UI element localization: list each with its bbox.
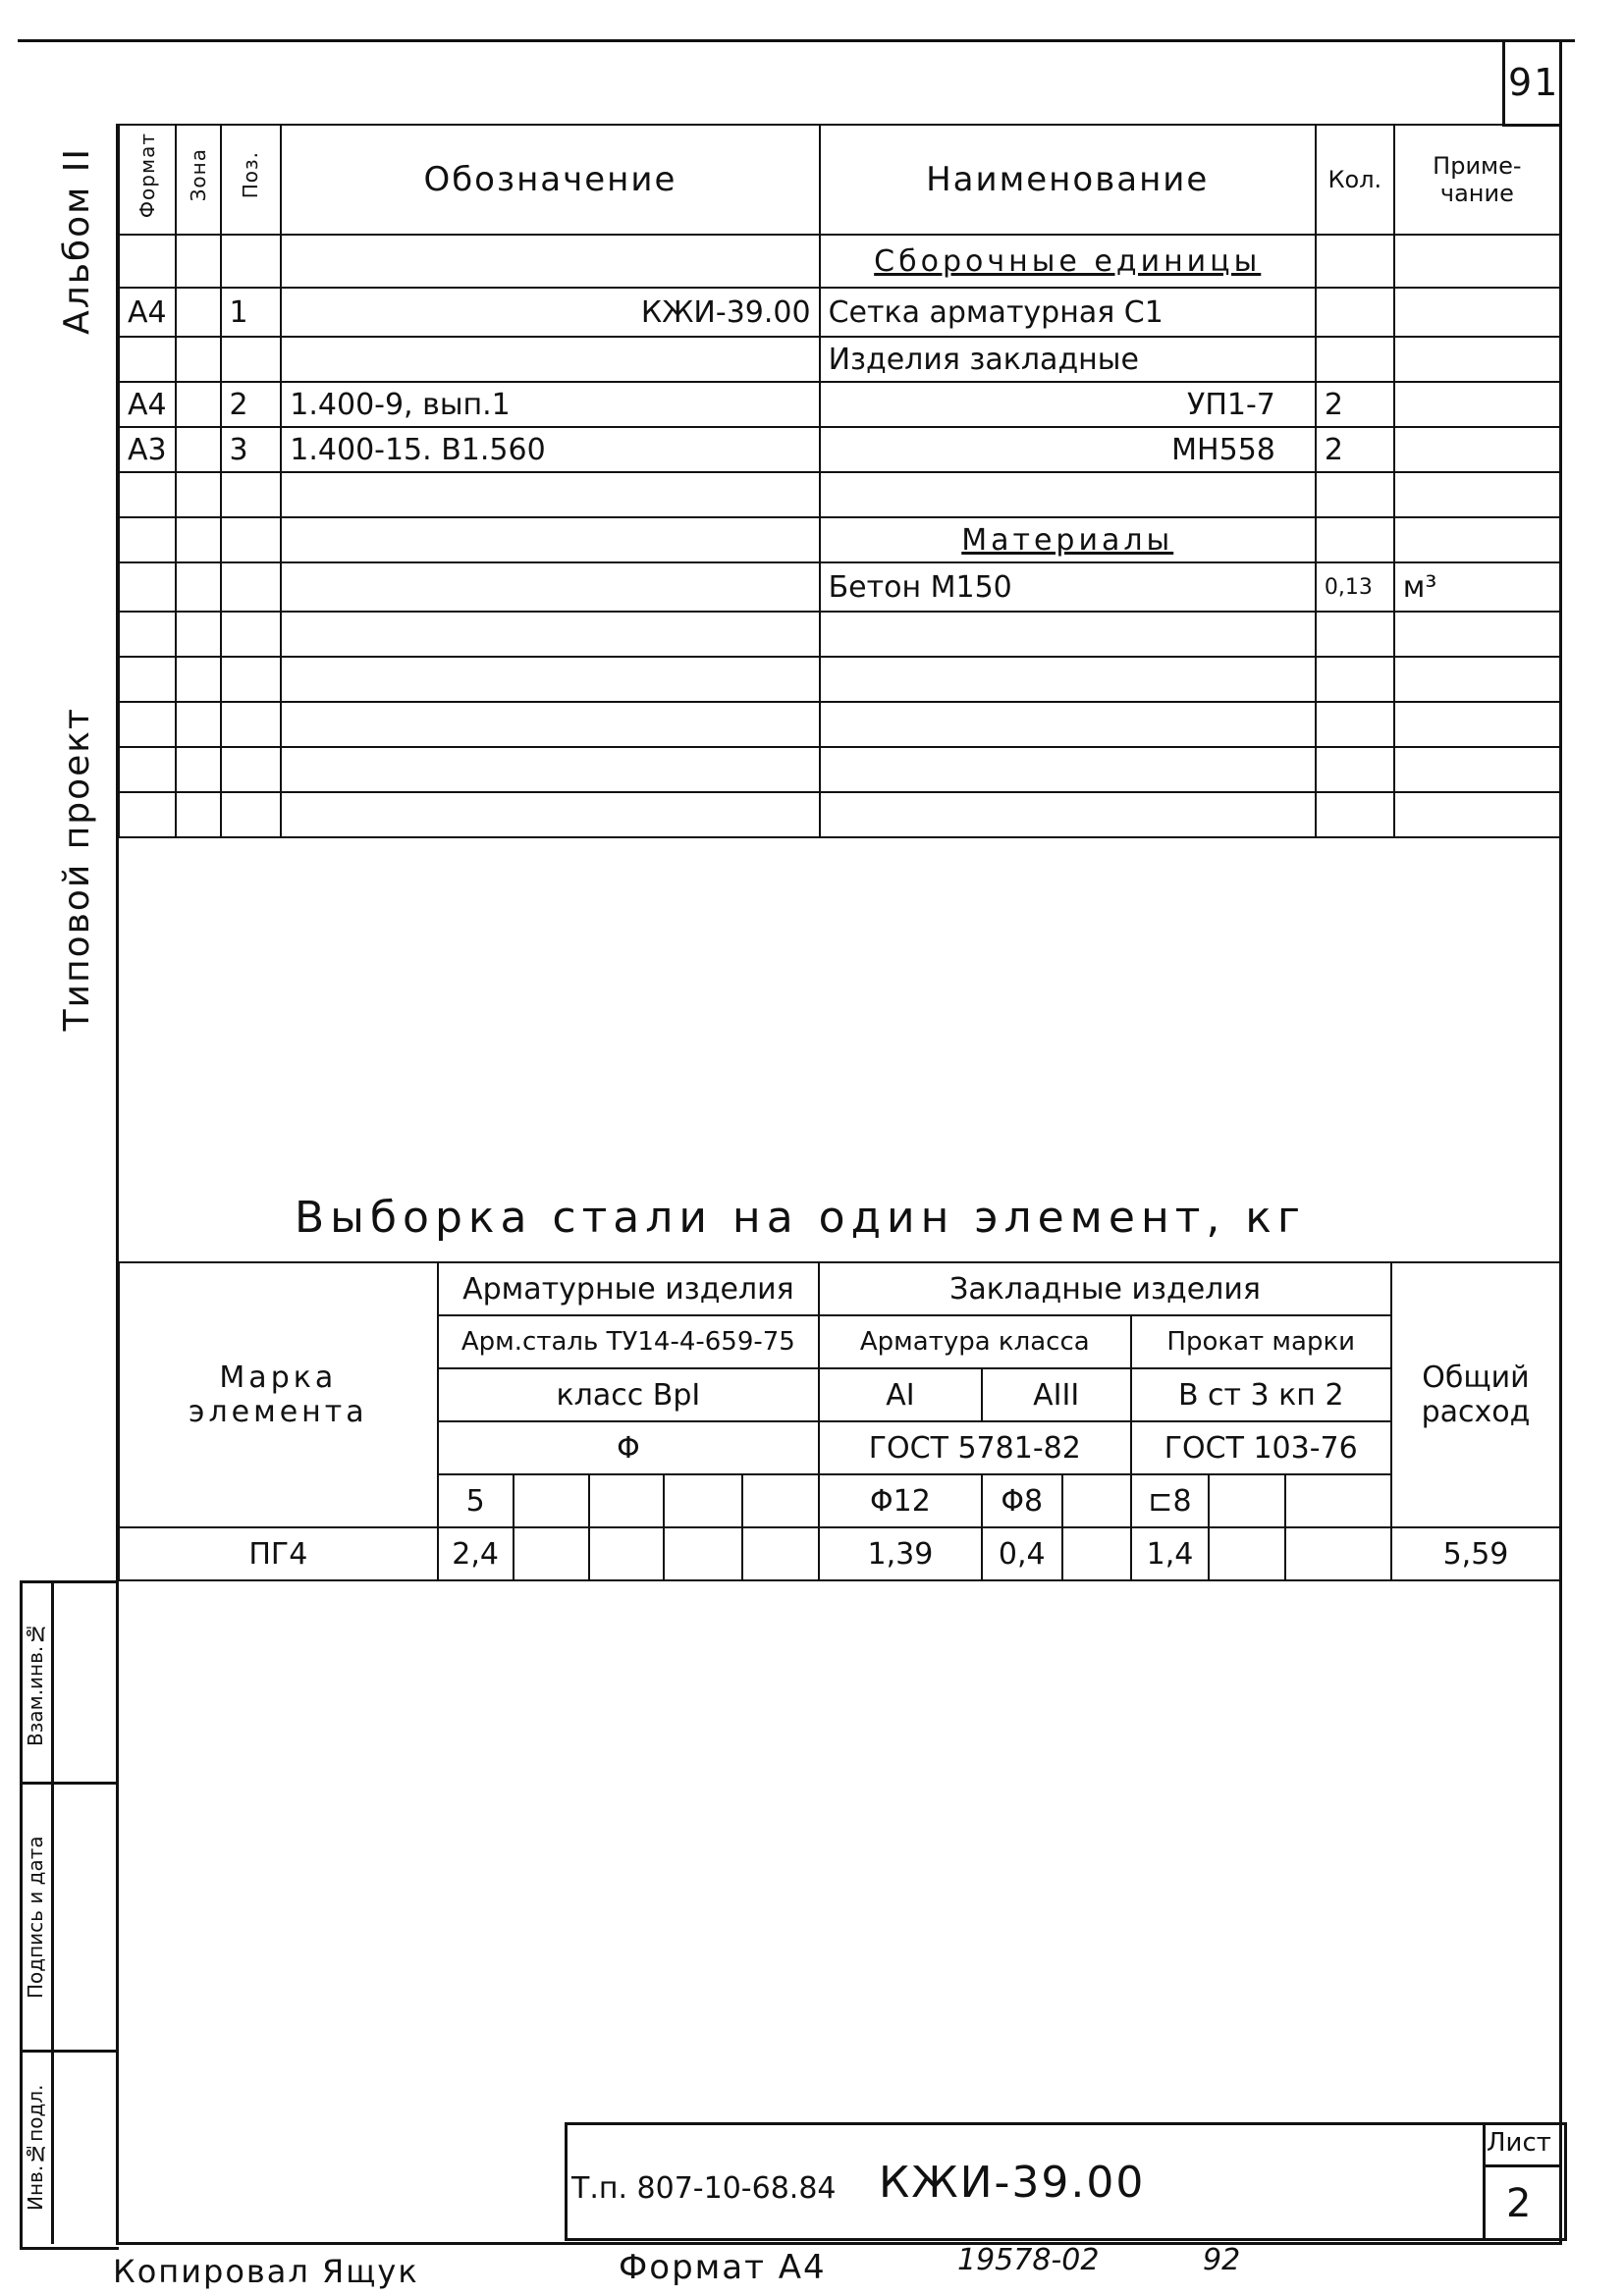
spec-cell-format <box>119 657 176 702</box>
title-block-divider <box>1483 2122 1486 2238</box>
rolled-grade-header: Прокат марки <box>1131 1315 1391 1368</box>
spec-cell-format <box>119 337 176 382</box>
spec-cell-qty <box>1316 517 1394 562</box>
spec-cell-format: А4 <box>119 288 176 337</box>
spec-cell-qty <box>1316 337 1394 382</box>
spec-cell-name: МН558 <box>820 427 1316 472</box>
spec-row <box>119 747 1560 792</box>
stamp-vzam: Взам.инв.№ <box>24 1622 47 1746</box>
spec-cell-zone <box>176 382 221 427</box>
spec-cell-note <box>1394 337 1560 382</box>
stamp-sep-1 <box>20 1782 116 1785</box>
title-code: КЖИ-39.00 <box>879 2158 1146 2208</box>
row-v4: 1,4 <box>1131 1527 1210 1580</box>
spec-cell-zone <box>176 747 221 792</box>
spec-row <box>119 792 1560 837</box>
spec-cell-zone <box>176 235 221 288</box>
sheet-number: 2 <box>1506 2181 1532 2226</box>
diam-8: Φ8 <box>982 1474 1062 1527</box>
spec-cell-designation <box>281 702 819 747</box>
spec-cell-name: Сетка арматурная С1 <box>820 288 1316 337</box>
spec-cell-designation <box>281 562 819 612</box>
spec-cell-note <box>1394 517 1560 562</box>
spec-cell-qty <box>1316 288 1394 337</box>
spec-cell-name <box>820 612 1316 657</box>
spec-cell-note <box>1394 792 1560 837</box>
spec-row <box>119 517 1560 562</box>
diam-5: 5 <box>438 1474 514 1527</box>
spec-cell-qty: 2 <box>1316 382 1394 427</box>
spec-cell-format <box>119 792 176 837</box>
spec-cell-qty <box>1316 235 1394 288</box>
diam-12: Φ12 <box>819 1474 982 1527</box>
empty-cell <box>514 1527 589 1580</box>
spec-cell-note <box>1394 702 1560 747</box>
spec-cell-designation <box>281 472 819 517</box>
empty-cell <box>664 1527 742 1580</box>
stamp-sign-date: Подпись и дата <box>24 1836 47 1999</box>
class-vst: В ст 3 кп 2 <box>1131 1368 1391 1421</box>
spec-cell-designation <box>281 337 819 382</box>
empty-cell <box>1062 1527 1131 1580</box>
spec-cell-note <box>1394 612 1560 657</box>
embedded-items-header: Закладные изделия <box>819 1262 1391 1315</box>
row-v2: 1,39 <box>819 1527 982 1580</box>
header-format: Формат <box>119 125 176 235</box>
header-zone: Зона <box>176 125 221 235</box>
spec-cell-qty <box>1316 657 1394 702</box>
channel-8: ⊏8 <box>1131 1474 1210 1527</box>
title-block-sheet-sep <box>1483 2164 1561 2167</box>
frame-top <box>18 39 1575 42</box>
spec-cell-zone <box>176 612 221 657</box>
footer-copied: Копировал Ящук <box>113 2253 419 2290</box>
gost-103: ГОСТ 103-76 <box>1131 1421 1391 1474</box>
empty-cell <box>664 1474 742 1527</box>
header-qty: Кол. <box>1316 125 1394 235</box>
spec-cell-note <box>1394 427 1560 472</box>
spec-cell-zone <box>176 472 221 517</box>
spec-cell-name <box>820 472 1316 517</box>
spec-cell-format <box>119 472 176 517</box>
spec-row <box>119 472 1560 517</box>
steel-table <box>118 1261 1561 1581</box>
spec-cell-format <box>119 517 176 562</box>
spec-cell-format <box>119 235 176 288</box>
row-v3: 0,4 <box>982 1527 1062 1580</box>
header-name: Наименование <box>820 125 1316 235</box>
row-v1: 2,4 <box>438 1527 514 1580</box>
spec-cell-designation: КЖИ-39.00 <box>281 288 819 337</box>
spec-cell-format <box>119 702 176 747</box>
spec-cell-name: Материалы <box>820 517 1316 562</box>
spec-cell-name <box>820 747 1316 792</box>
steel-title: Выборка стали на один элемент, кг <box>295 1193 1307 1243</box>
steel-data-row <box>119 1527 1560 1580</box>
spec-cell-name <box>820 792 1316 837</box>
header-note: Приме-чание <box>1394 125 1560 235</box>
spec-cell-zone <box>176 288 221 337</box>
spec-cell-qty: 2 <box>1316 427 1394 472</box>
header-designation: Обозначение <box>281 125 819 235</box>
specification-table <box>118 124 1561 838</box>
phi-header: Φ <box>438 1421 819 1474</box>
footer-page: 92 <box>1203 2243 1241 2277</box>
spec-cell-pos <box>221 792 282 837</box>
mark-header: Марка элемента <box>119 1262 438 1527</box>
spec-cell-pos <box>221 337 282 382</box>
empty-cell <box>1285 1527 1391 1580</box>
spec-cell-designation <box>281 612 819 657</box>
album-label: Альбом II <box>57 147 97 335</box>
header-pos: Поз. <box>221 125 282 235</box>
page-number: 91 <box>1508 61 1560 104</box>
project-type-label: Типовой проект <box>57 707 97 1032</box>
footer-format: Формат А4 <box>619 2248 827 2287</box>
spec-cell-note <box>1394 288 1560 337</box>
row-mark: ПГ4 <box>119 1527 438 1580</box>
spec-cell-note <box>1394 235 1560 288</box>
spec-row <box>119 235 1560 288</box>
spec-cell-designation: 1.400-9, вып.1 <box>281 382 819 427</box>
rebar-class-header: Арматура класса <box>819 1315 1130 1368</box>
spec-row <box>119 427 1560 472</box>
class-vr: класс ВрI <box>438 1368 819 1421</box>
spec-cell-zone <box>176 517 221 562</box>
spec-cell-qty <box>1316 702 1394 747</box>
spec-cell-designation <box>281 657 819 702</box>
stamp-inv-podl: Инв.№подл. <box>24 2084 47 2212</box>
stamp-sep-2 <box>20 2050 116 2053</box>
spec-row <box>119 612 1560 657</box>
spec-cell-designation: 1.400-15. В1.560 <box>281 427 819 472</box>
spec-cell-designation <box>281 517 819 562</box>
spec-header-row <box>119 125 1560 235</box>
spec-cell-zone <box>176 562 221 612</box>
spec-cell-pos: 3 <box>221 427 282 472</box>
empty-cell <box>1062 1474 1131 1527</box>
spec-cell-format <box>119 747 176 792</box>
spec-row <box>119 702 1560 747</box>
spec-row <box>119 657 1560 702</box>
empty-cell <box>589 1527 665 1580</box>
spec-cell-zone <box>176 702 221 747</box>
spec-cell-pos <box>221 702 282 747</box>
spec-cell-designation <box>281 235 819 288</box>
spec-cell-name: УП1-7 <box>820 382 1316 427</box>
spec-cell-pos <box>221 235 282 288</box>
row-total: 5,59 <box>1391 1527 1560 1580</box>
spec-cell-pos <box>221 747 282 792</box>
spec-cell-zone <box>176 657 221 702</box>
spec-cell-pos <box>221 472 282 517</box>
spec-cell-zone <box>176 427 221 472</box>
empty-cell <box>1285 1474 1391 1527</box>
class-ai: АI <box>819 1368 982 1421</box>
spec-cell-note <box>1394 747 1560 792</box>
spec-cell-note: м³ <box>1394 562 1560 612</box>
footer-number: 19578-02 <box>957 2243 1100 2277</box>
empty-cell <box>1209 1474 1285 1527</box>
empty-cell <box>742 1474 819 1527</box>
spec-cell-format <box>119 612 176 657</box>
empty-cell <box>514 1474 589 1527</box>
empty-cell <box>742 1527 819 1580</box>
armature-items-header: Арматурные изделия <box>438 1262 819 1315</box>
spec-cell-format: А4 <box>119 382 176 427</box>
spec-cell-name: Изделия закладные <box>820 337 1316 382</box>
spec-cell-format <box>119 562 176 612</box>
arm-steel-header: Арм.сталь ТУ14-4-659-75 <box>438 1315 819 1368</box>
title-project: Т.п. 807-10-68.84 <box>571 2171 837 2206</box>
spec-cell-qty: 0,13 <box>1316 562 1394 612</box>
frame-bottom <box>116 2242 1562 2245</box>
spec-cell-zone <box>176 337 221 382</box>
spec-row <box>119 382 1560 427</box>
spec-cell-pos <box>221 562 282 612</box>
spec-cell-qty <box>1316 792 1394 837</box>
spec-cell-pos <box>221 612 282 657</box>
spec-cell-qty <box>1316 472 1394 517</box>
spec-cell-pos: 1 <box>221 288 282 337</box>
stamp-divider <box>51 1580 54 2244</box>
spec-row <box>119 337 1560 382</box>
spec-cell-name: Бетон М150 <box>820 562 1316 612</box>
spec-row <box>119 288 1560 337</box>
sheet-label: Лист <box>1487 2128 1551 2158</box>
spec-cell-pos: 2 <box>221 382 282 427</box>
spec-row <box>119 562 1560 612</box>
spec-cell-note <box>1394 472 1560 517</box>
spec-cell-qty <box>1316 612 1394 657</box>
spec-cell-name: Сборочные единицы <box>820 235 1316 288</box>
spec-cell-name <box>820 702 1316 747</box>
spec-cell-format: А3 <box>119 427 176 472</box>
gost-5781: ГОСТ 5781-82 <box>819 1421 1130 1474</box>
empty-cell <box>589 1474 665 1527</box>
spec-cell-zone <box>176 792 221 837</box>
spec-cell-note <box>1394 657 1560 702</box>
class-aiii: АIII <box>982 1368 1131 1421</box>
spec-cell-designation <box>281 747 819 792</box>
spec-cell-designation <box>281 792 819 837</box>
empty-cell <box>1209 1527 1285 1580</box>
spec-cell-qty <box>1316 747 1394 792</box>
spec-cell-note <box>1394 382 1560 427</box>
spec-cell-pos <box>221 517 282 562</box>
total-header: Общий расход <box>1391 1262 1560 1527</box>
spec-cell-name <box>820 657 1316 702</box>
spec-cell-pos <box>221 657 282 702</box>
